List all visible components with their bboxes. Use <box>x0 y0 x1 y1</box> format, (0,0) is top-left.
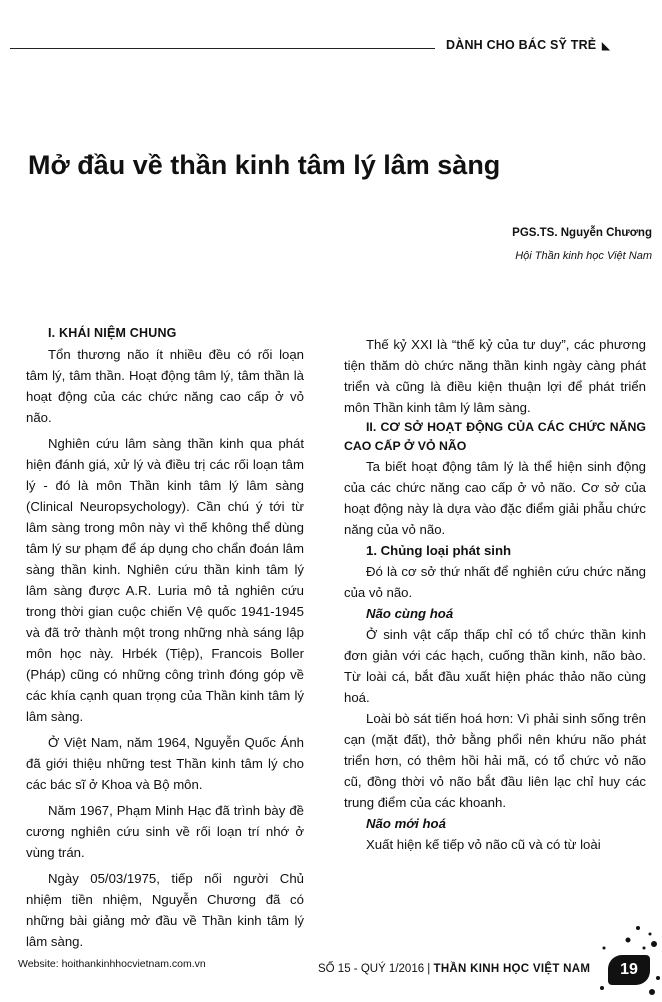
article-title: Mở đầu về thần kinh tâm lý lâm sàng <box>28 150 501 180</box>
paragraph: Ở Việt Nam, năm 1964, Nguyễn Quốc Ánh đã giới thiệu những test Thần kinh tâm lý cho các bác sĩ ở Khoa và Bộ môn. <box>26 735 304 792</box>
paragraph: Năm 1967, Phạm Minh Hạc đã trình bày đề cương nghiên cứu sinh về rối loạn trí nhớ ở vùng trán. <box>26 803 304 860</box>
left-column <box>26 323 304 952</box>
section-heading-2: II. CƠ SỞ HOẠT ĐỘNG CỦA CÁC CHỨC NĂNG CAO CẤP Ở VỎ NÃO <box>344 420 646 453</box>
italic-subheading: Não mới hoá <box>366 816 446 831</box>
paragraph: Tổn thương não ít nhiều đều có rối loạn tâm lý, tâm thần. Hoạt động tâm lý, tâm thần là hoạt động của các chức năng cao cấp ở vỏ não. <box>26 347 304 425</box>
paragraph: Loài bò sát tiến hoá hơn: Vì phải sinh sống trên cạn (mặt đất), thở bằng phổi nên khứu não phát triển hơn, có thêm hồi hải mã, có tổ chức vỏ não cũ, đồng thời vỏ não bắt đầu liên lạc chỉ huy các trung điểm của các khoanh. <box>344 711 646 810</box>
italic-subheading: Não cùng hoá <box>366 606 454 621</box>
section-tag <box>446 38 610 52</box>
paragraph: Ở sinh vật cấp thấp chỉ có tổ chức thần kinh đơn giản với các hạch, cuống thần kinh, não bào. Từ loài cá, bắt đầu xuất hiện phác thảo não cùng hoá. <box>344 627 646 705</box>
author-affiliation: Hội Thần kinh học Việt Nam <box>515 250 652 262</box>
paragraph: Thế kỷ XXI là “thế kỷ của tư duy”, các phương tiện thăm dò chức năng thần kinh ngày càng phát triển và cũng là điều kiện thuận lợi để phát triển môn Thần kinh tâm lý lâm sàng. <box>344 337 646 415</box>
subheading: 1. Chủng loại phát sinh <box>366 543 512 558</box>
paragraph: Ngày 05/03/1975, tiếp nối người Chủ nhiệm tiền nhiệm, Nguyễn Chương đã có những bài giảng mở đầu về Thần kinh tâm lý lâm sàng. <box>26 871 304 949</box>
paragraph: Xuất hiện kế tiếp vỏ não cũ và có từ loài <box>366 837 601 852</box>
triangle-icon: ◣ <box>602 41 610 52</box>
journal-name: THẦN KINH HỌC VIỆT NAM <box>433 963 591 975</box>
article-author: PGS.TS. Nguyễn Chương <box>512 227 652 239</box>
footer-website: Website: hoithankinhhocvietnam.com.vn <box>18 958 206 970</box>
page-number: 19 <box>608 955 650 985</box>
issue-label: SỐ 15 - QUÝ 1/2016 | <box>318 963 434 975</box>
footer-issue <box>318 963 590 975</box>
section-heading-1: I. KHÁI NIỆM CHUNG <box>48 326 177 340</box>
paragraph: Đó là cơ sở thứ nhất để nghiên cứu chức năng của vỏ não. <box>344 564 646 600</box>
section-tag-label: DÀNH CHO BÁC SỸ TRẺ <box>446 38 597 52</box>
right-column <box>344 334 646 855</box>
paragraph: Nghiên cứu lâm sàng thần kinh qua phát hiện đánh giá, xử lý và điều trị các rối loạn tâm lý - đó là môn Thần kinh tâm lý lâm sàng (Clinical Neuropsychology). Cần chú ý tới từ lâm sàng trong môn này vì thế không thể dùng tâm lý sư phạm để áp dụng cho chẩn đoán lâm sàng thần kinh. Nghiên cứu thần kinh tâm lý lâm sàng được A.R. Luria mô tả nghiên cứu trong thời gian cuộc chiến Vệ quốc 1941-1945 và đã trở thành một trong những nhà sáng lập môn học này. Hrbék (Tiệp), Francois Boller (Pháp) cũng có những công trình đóng góp về các khía cạnh quan trọng của Thần kinh tâm lý lâm sàng. <box>26 436 304 724</box>
header-rule <box>10 48 435 49</box>
paragraph: Ta biết hoạt động tâm lý là thể hiện sinh động của các chức năng cao cấp ở vỏ não. Cơ sở của hoạt động này là dựa vào đặc điểm giải phẫu chức năng của vỏ não. <box>344 459 646 537</box>
